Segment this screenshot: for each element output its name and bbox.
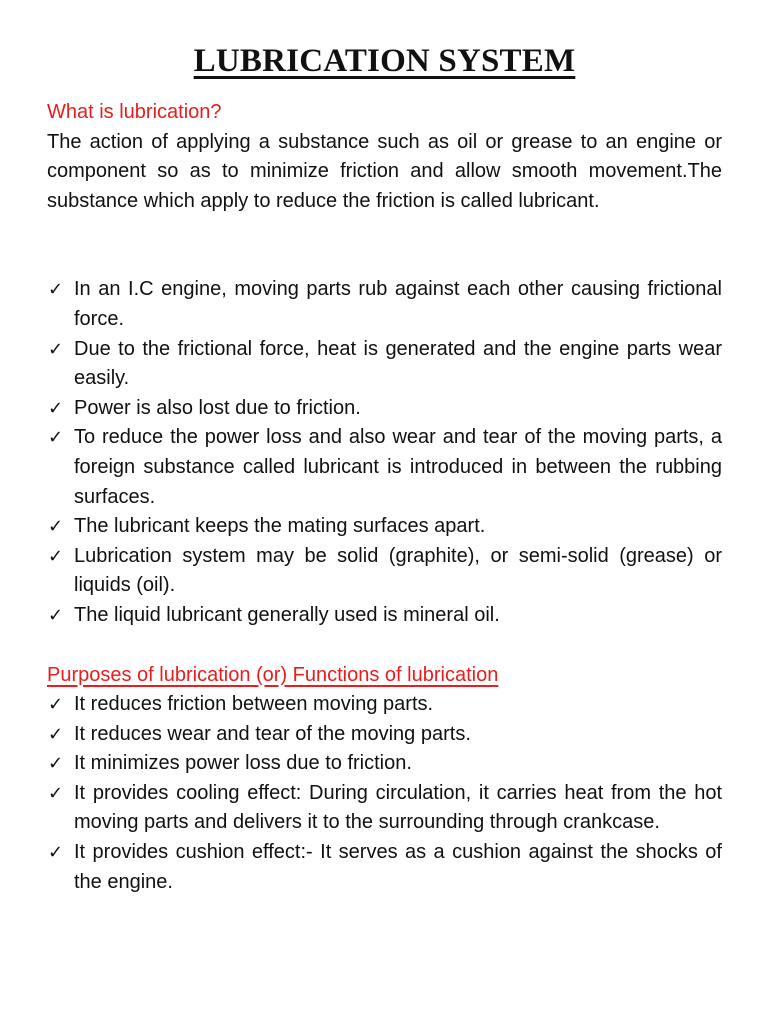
list-item-text: It reduces friction between moving parts. [74, 693, 434, 716]
purposes-list [47, 690, 722, 897]
check-mark-icon: ✓ [48, 694, 64, 716]
list-item-text: Lubrication system may be solid (graphite), or semi-solid (grease) or liquids (oil). [74, 544, 722, 597]
list-item [47, 720, 722, 750]
list-item [47, 275, 722, 334]
section-heading-purposes: Purposes of lubrication (or) Functions of lubrication [47, 663, 499, 686]
list-item-text: The lubricant keeps the mating surfaces apart. [74, 515, 486, 538]
list-item-text: To reduce the power loss and also wear and tear of the moving parts, a foreign substance called lubricant is introduced in between the rubbing surfaces. [74, 426, 722, 508]
check-mark-icon: ✓ [48, 516, 64, 538]
list-item-text: It provides cooling effect: During circulation, it carries heat from the hot moving parts and delivers it to the surrounding through crankcase. [74, 781, 722, 834]
list-item [47, 542, 722, 601]
list-item [47, 394, 722, 424]
list-item [47, 690, 722, 720]
list-item [47, 423, 722, 512]
check-mark-icon: ✓ [48, 427, 64, 449]
list-item-text: Due to the frictional force, heat is generated and the engine parts wear easily. [74, 337, 722, 390]
page-title: LUBRICATION SYSTEM [193, 43, 576, 79]
check-mark-icon: ✓ [48, 604, 64, 626]
list-item-text: It provides cushion effect:- It serves as a cushion against the shocks of the engine. [74, 841, 722, 893]
list-item [47, 512, 722, 542]
check-mark-icon: ✓ [48, 753, 64, 775]
check-mark-icon: ✓ [48, 397, 64, 419]
list-item [47, 749, 722, 779]
spacer [47, 631, 722, 661]
check-mark-icon: ✓ [48, 842, 64, 864]
list-item-text: In an I.C engine, moving parts rub against each other causing frictional force. [74, 278, 722, 330]
list-item [47, 601, 722, 631]
document-page [47, 38, 722, 897]
list-item-text: Power is also lost due to friction. [74, 396, 361, 419]
list-item-text: It minimizes power loss due to friction. [74, 752, 412, 775]
section-heading-what-is-lubrication: What is lubrication? [47, 101, 222, 123]
definition-paragraph: The action of applying a substance such as oil or grease to an engine or component so as to minimize friction and allow smooth movement.The substance which apply to reduce the friction is called lubricant. [47, 130, 722, 212]
list-item [47, 838, 722, 897]
check-mark-icon: ✓ [48, 545, 64, 567]
check-mark-icon: ✓ [48, 723, 64, 745]
spacer [47, 216, 722, 275]
check-mark-icon: ✓ [48, 782, 64, 804]
list-item-text: It reduces wear and tear of the moving parts. [74, 722, 471, 745]
check-mark-icon: ✓ [48, 338, 64, 360]
key-points-list [47, 275, 722, 630]
check-mark-icon: ✓ [48, 279, 64, 301]
list-item [47, 335, 722, 394]
list-item [47, 779, 722, 838]
list-item-text: The liquid lubricant generally used is mineral oil. [74, 603, 500, 626]
